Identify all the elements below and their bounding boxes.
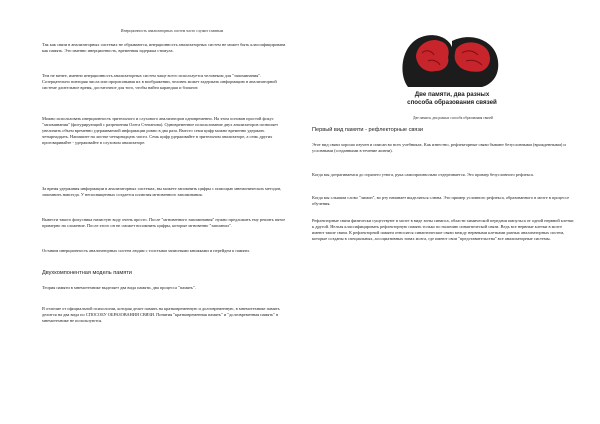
figure-caption: Две памяти, два разных способа образования связей [413,116,493,120]
paragraph: Вывести такого фокусника начистую воду очень просто. После "мгновенного запоминания" нужно предложить ему решить пятое примерно на сложение. После этого он не сможет вспомнить цифры, которые мгновенно "запомнил". [42,217,286,228]
page-header: Инерционность анализаторных систем часто служит главным [120,29,224,33]
section-heading: Двухкомпонентная модель памяти [42,270,132,276]
paragraph: Можно использовать инерционность зрительного и слухового анализаторов одновременно. На этом основан простой фокус "запоминания" (фигурирующий с разрешения Олега Степанова). Одновременное использование двух анализаторов позволяет увеличить объем временно удерживаемой информации ровно в два раза. Вместо семи цифр можно временно удержать четырнадцать. Напишите на листке четырнадцать чисел. Семь цифр удерживайте в зрительном анализаторе, а семь других проговаривайте - удерживайте в слуховом анализаторе. [42,116,279,145]
paragraph: Когда мы слышим слово "лимон", во рту начинает выделяться слюна. Это пример условного рефлекса, образованного в мозге в процессе обучения. [312,195,570,206]
figure-title-line1: Две памяти, два разных [414,91,490,98]
brains-figure [394,27,510,113]
section-heading: Первый вид памяти - рефлекторные связи [312,127,424,133]
paragraph: В отличие от официальной психологии, которая делит память на кратковременную и долговременную, в мнемотехнике память делится на два вида по СПОСОБУ ОБРАЗОВАНИЯ СВЯЗИ. Понятия "кратковременная память" и "долговременная память" в мнемотехнике не используются. [42,306,280,323]
paragraph: За время удержания информации в анализаторных системах, вы можете запомнить цифры с помощью мнемонических методов, запомнить навсегда. У непосвященных создается иллюзия мгновенного запоминания. [42,186,282,197]
paragraph: Тем не менее, именно инерционность анализаторных систем чаще всего используется человеком для "запоминания". Созерцательно повторяя числа или прорисовывая их в воображении, человек может задержать информацию в анализаторной системе длительное время, достаточное для того, чтобы найти карандаш и блокнот. [42,73,277,90]
paragraph: Этот вид связи хорошо изучен и описан во всех учебниках. Как известно, рефлекторные связи бывают безусловными (врожденными) и условными (созданными в течение жизни). [312,142,566,153]
paragraph: Когда мы дотрагиваемся до горячего утюга, рука самопроизвольно отдергивается. Это пример безусловного рефлекса. [312,172,534,177]
paragraph: Так как связи в анализаторных системах не обрываются, инерционность анализаторных систем не может быть классифицирована как память. Это именно инерционность, временная задержка стимула. [42,42,286,53]
paragraph: Оставим инерционность анализаторных систем людям с толстыми записными книжками и перейдем к памяти. [42,248,250,253]
paragraph: Рефлекторные связи физически существуют в мозге в виде зоны синапса, области химической передачи импульса от одной нервной клетки к другой. Нельзя классифицировать рефлекторную память только по наличию синаптической связи. Ведь все нервные клетки в мозге имеют такие связи. К рефлекторной памяти относятся синаптические связи между нервными клетками разных анализаторных систем, которые созданы в специальных, ассоциативных зонах мозга, где имеют свои "представительства" все анализаторные системы. [312,218,574,241]
paragraph: Теория памяти в мнемотехнике выделяет два вида памяти, два процесса "память". [42,285,196,290]
figure-title-line2: способа образования связей [407,99,497,106]
red-brain-head-icon [402,35,498,87]
